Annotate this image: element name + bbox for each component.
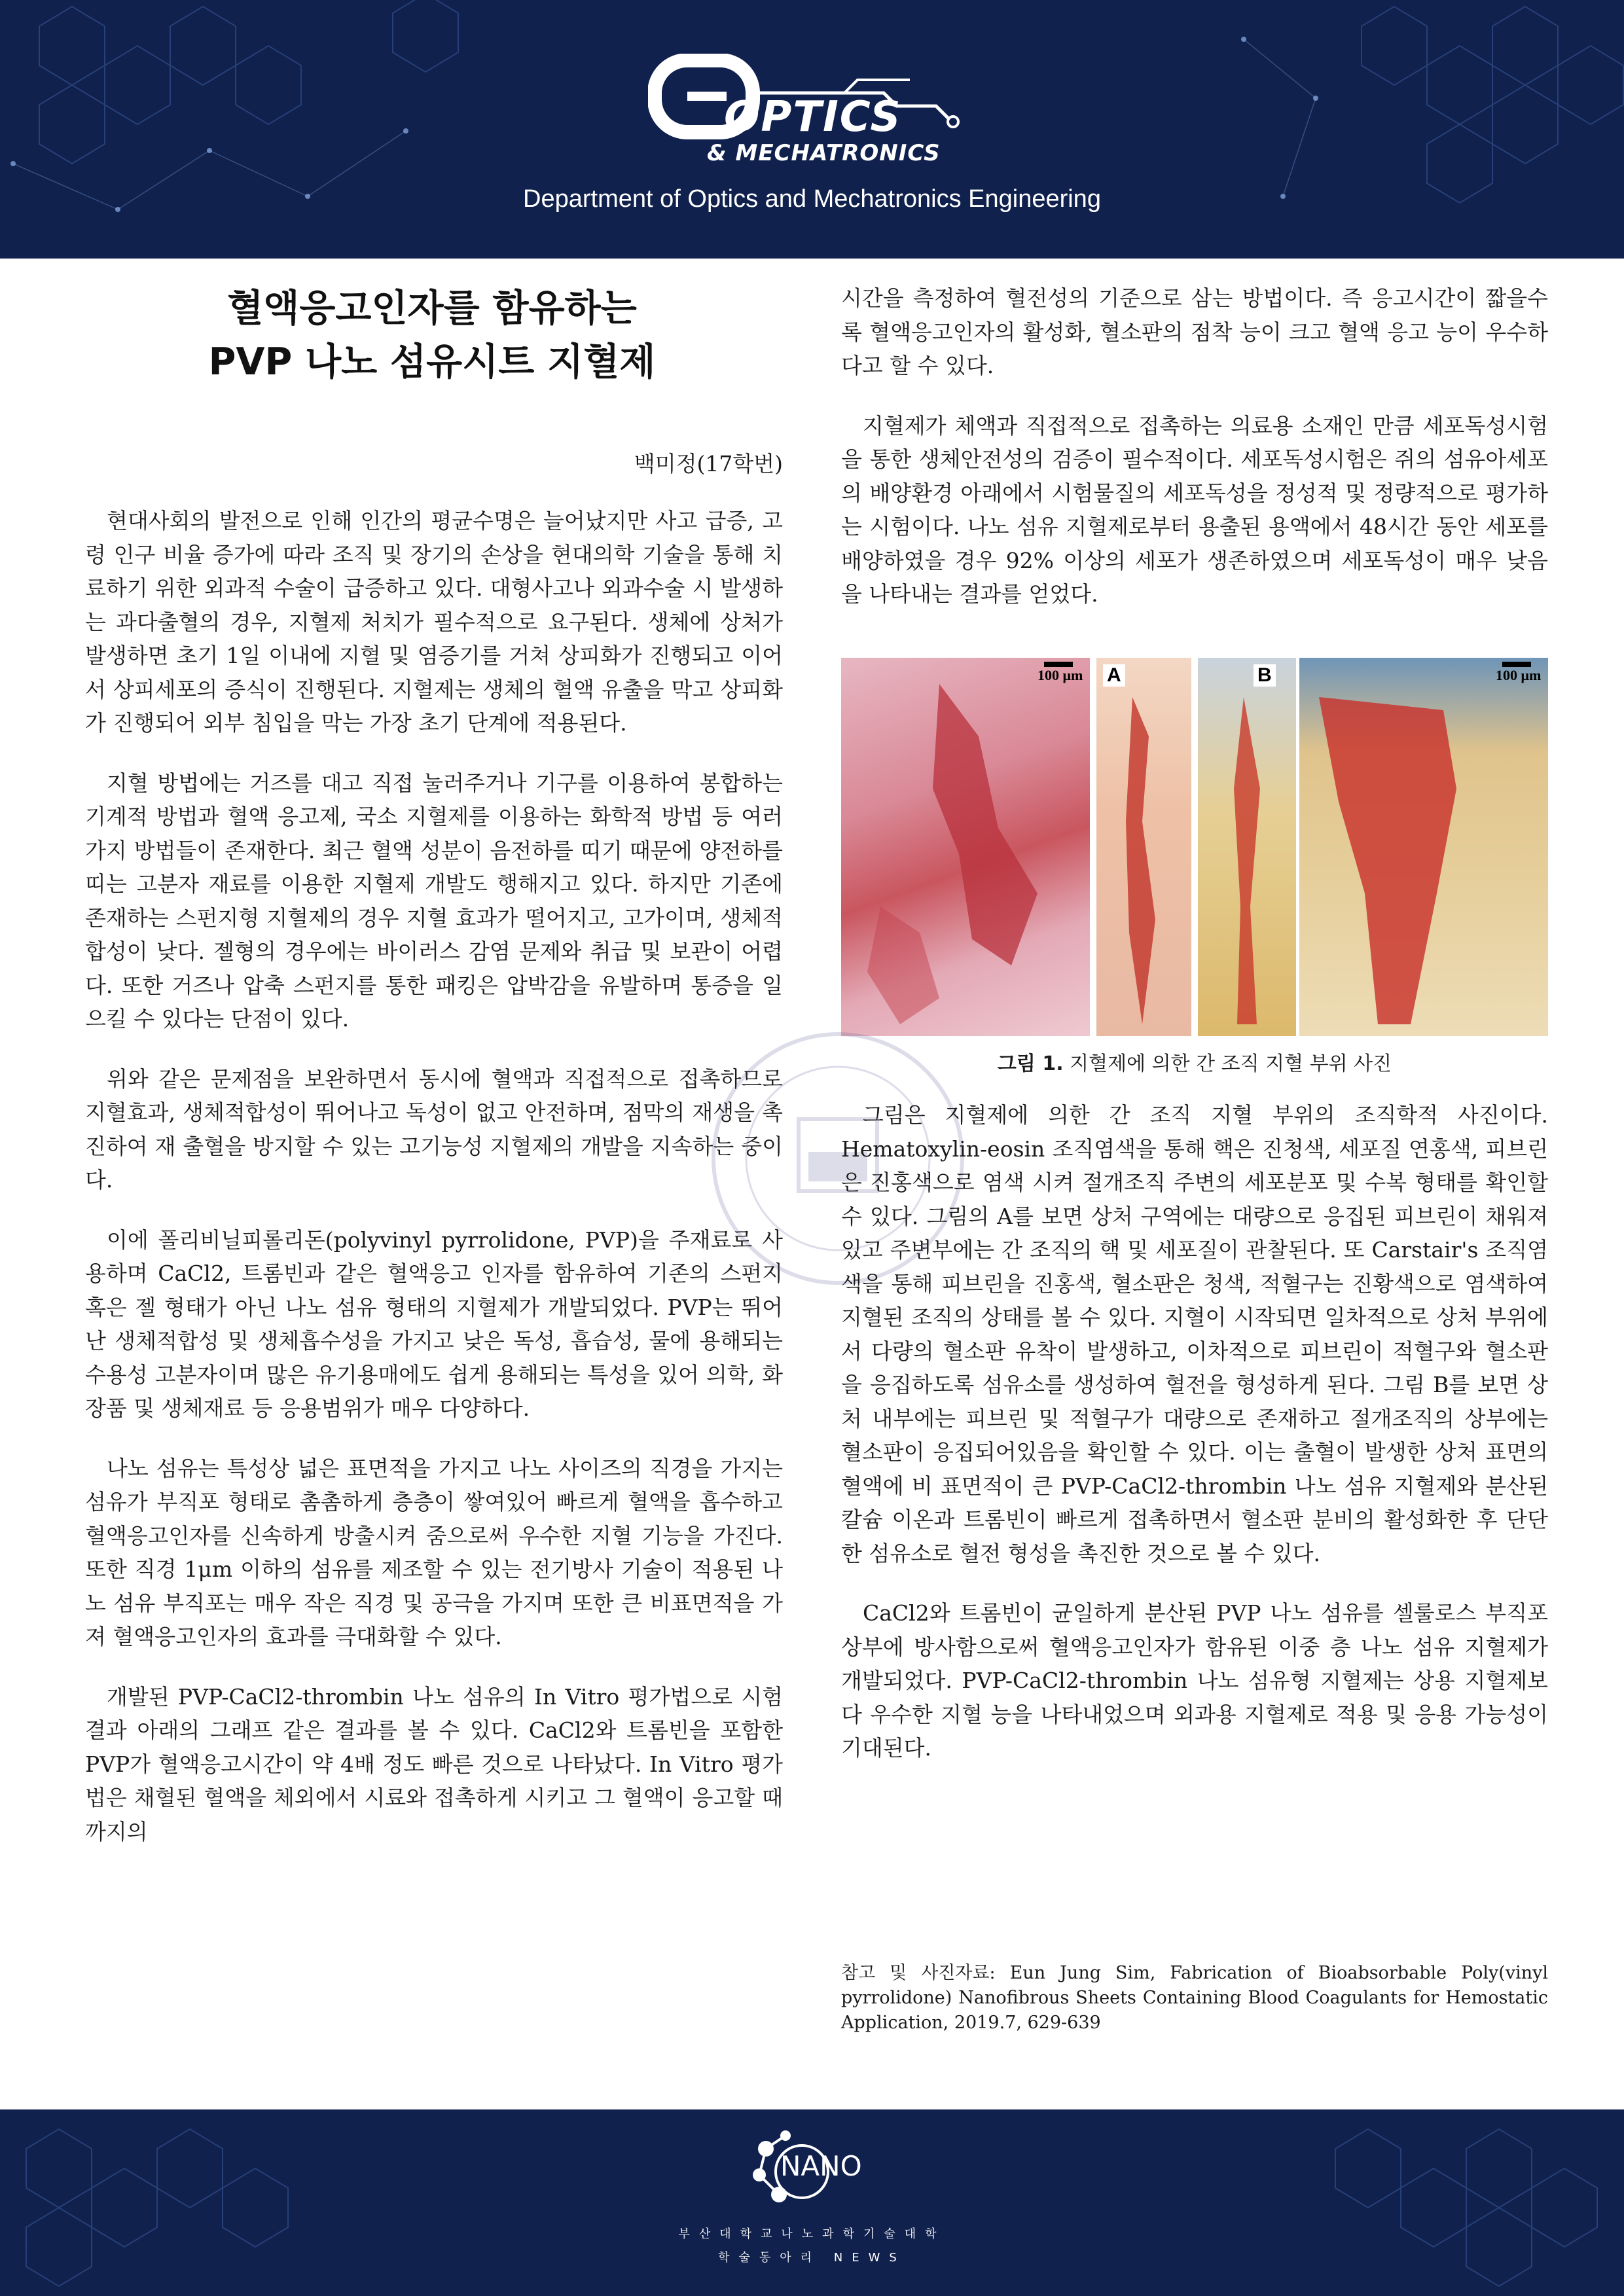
nano-logo-text: NANO (780, 2150, 862, 2182)
scale-label: 100 μm (1038, 667, 1083, 683)
article-title (92, 281, 772, 389)
tissue-texture (1096, 658, 1191, 1036)
micrograph-panel-1 (841, 658, 1090, 1036)
right-column-bottom (841, 1098, 1548, 1791)
footer-club-news: 학술동아리 NEWS (718, 2251, 906, 2265)
department-name: Department of Optics and Mechatronics Engineering (523, 185, 1101, 213)
scale-bar-1 (1038, 662, 1083, 684)
right-column-top (841, 281, 1548, 637)
paragraph: 위와 같은 문제점을 보완하면서 동시에 혈액과 직접적으로 접촉하므로 지혈효과, 생체적합성이 뛰어나고 독성이 없고 안전하며, 점막의 재생을 촉진하여 재 출혈을 방지할 수 있는 고기능성 지혈제의 개발을 지속하는 중이다. (85, 1066, 783, 1193)
caption-prefix: 그림 1. (997, 1052, 1064, 1075)
logo-subtext: & MECHATRONICS (707, 140, 941, 166)
scale-bar-2 (1496, 662, 1541, 684)
title-line-1: 혈액응고인자를 함유하는 (227, 287, 637, 330)
paragraph: CaCl2와 트롬빈이 균일하게 분산된 PVP 나노 섬유를 셀룰로스 부직포 상부에 방사함으로써 혈액응고인자가 함유된 이중 층 나노 섬유 지혈제가 개발되었다. PVP-CaCl2-thrombin 나노 섬유형 지혈제는 상용 지혈제보다 우수한 지혈 능을 나타내었으며 외과용 지혈제로 적용 및 응용 가능성이 기대된다. (841, 1600, 1548, 1761)
micrograph-panel-b (1198, 658, 1296, 1036)
paragraph: 그림은 지혈제에 의한 간 조직 지혈 부위의 조직학적 사진이다. Hematoxylin-eosin 조직염색을 통해 핵은 진청색, 세포질 연홍색, 피브린은 진홍색으로 염색 시켜 절개조직 주변의 세포분포 및 수복 형태를 확인할 수 있다. 그림의 A를 보면 상처 구역에는 대량으로 응집된 피브린이 채워져 있고 주변부에는 간 조직의 핵 및 세포질이 관찰된다. 또 Carstair's 조직염색을 통해 피브린을 진홍색, 혈소판은 청색, 적혈구는 진황색으로 염색하여 지혈된 조직의 상태를 볼 수 있다. 지혈이 시작되면 일차적으로 상처 부위에서 다량의 혈소판 유착이 발생하고, 이차적으로 피브린이 적혈구와 혈소판을 응집하도록 섬유소를 생성하여 혈전을 형성하게 된다. 그림 B를 보면 상처 내부에는 피브린 및 적혈구가 대량으로 존재하고 절개조직의 상부에는 혈소판이 응집되어있음을 확인할 수 있다. 이는 출혈이 발생한 상처 표면의 혈액에 비 표면적이 큰 PVP-CaCl2-thrombin 나노 섬유 지혈제와 분산된 칼슘 이온과 트롬빈이 빠르게 접촉하면서 혈소판 분비의 활성화한 후 단단한 섬유소로 혈전 형성을 촉진한 것으로 볼 수 있다. (841, 1102, 1548, 1566)
logo-text: OPTICS (724, 93, 902, 141)
paragraph: 이에 폴리비닐피롤리돈(polyvinyl pyrrolidone, PVP)을 주재료로 사용하며 CaCl2, 트롬빈과 같은 혈액응고 인자를 함유하여 기존의 스펀지 혹은 젤 형태가 아닌 나노 섬유 형태의 지혈제가 개발되었다. PVP는 뛰어난 생체적합성 및 생체흡수성을 가지고 낮은 독성, 흡습성, 물에 용해되는 수용성 고분자이며 많은 유기용매에도 쉽게 용해되는 특성을 있어 의학, 화장품 및 생체재료 등 응용범위가 매우 다양하다. (85, 1227, 783, 1421)
tissue-texture (1198, 658, 1296, 1036)
page-footer (0, 2109, 1624, 2296)
paragraph: 지혈제가 체액과 직접적으로 접촉하는 의료용 소재인 만큼 세포독성시험을 통한 생체안전성의 검증이 필수적이다. 세포독성시험은 쥐의 섬유아세포의 배양환경 아래에서 시험물질의 세포독성을 정성적 및 정량적으로 평가하는 시험이다. 나노 섬유 지혈제로부터 용출된 용액에서 48시간 동안 세포를 배양하였을 경우 92% 이상의 세포가 생존하였으며 세포독성이 매우 낮음을 나타내는 결과를 얻었다. (841, 412, 1548, 607)
scale-label: 100 μm (1496, 667, 1542, 683)
author-byline: 백미정(17학번) (634, 451, 783, 476)
paragraph: 지혈 방법에는 거즈를 대고 직접 눌러주거나 기구를 이용하여 봉합하는 기계적 방법과 혈액 응고제, 국소 지혈제를 이용하는 화학적 방법 등 여러 가지 방법들이 존재한다. 최근 혈액 성분이 음전하를 띠기 때문에 양전하를 띠는 고분자 재료를 이용한 지혈제 개발도 행해지고 있다. 하지만 기존에 존재하는 스펀지형 지혈제의 경우 지혈 효과가 떨어지고, 고가이며, 생체적합성이 낮다. 젤형의 경우에는 바이러스 감염 문제와 취급 및 보관이 어렵다. 또한 거즈나 압축 스펀지를 통한 패킹은 압박감을 유발하며 통증을 일으킬 수 있다는 단점이 있다. (85, 770, 783, 1031)
paragraph: 나노 섬유는 특성상 넓은 표면적을 가지고 나노 사이즈의 직경을 가지는 섬유가 부직포 형태로 촘촘하게 층층이 쌓여있어 빠르게 혈액을 흡수하고 혈액응고인자를 신속하게 방출시켜 줌으로써 우수한 지혈 기능을 가진다. 또한 직경 1μm 이하의 섬유를 제조할 수 있는 전기방사 기술이 적용된 나노 섬유 부직포는 매우 작은 직경 및 공극을 가지며 또한 큰 비표면적을 가져 혈액응고인자의 효과를 극대화할 수 있다. (85, 1455, 783, 1649)
paragraph: 현대사회의 발전으로 인해 인간의 평균수명은 늘어났지만 사고 급증, 고령 인구 비율 증가에 따라 조직 및 장기의 손상을 현대의학 기술을 통해 치료하기 위한 외과적 수술이 급증하고 있다. 대형사고나 외과수술 시 발생하는 과다출혈의 경우, 지혈제 처치가 필수적으로 요구된다. 생체에 상처가 발생하면 초기 1일 이내에 지혈 및 염증기를 거쳐 상피화가 진행되고 이어서 상피세포의 증식이 진행된다. 지혈제는 생체의 혈액 유출을 막고 상피화가 진행되어 외부 침입을 막는 가장 초기 단계에 적용된다. (85, 508, 783, 736)
paragraph: 개발된 PVP-CaCl2-thrombin 나노 섬유의 In Vitro 평가법으로 시험 결과 아래의 그래프 같은 결과를 볼 수 있다. CaCl2와 트롬빈을 포함한 PVP가 혈액응고시간이 약 4배 정도 빠른 것으로 나타났다. In Vitro 평가법은 채혈된 혈액을 체외에서 시료와 접촉하게 시키고 그 혈액이 응고할 때까지의 (85, 1683, 783, 1844)
panel-label-b: B (1254, 664, 1276, 687)
panel-label-a: A (1103, 664, 1125, 687)
references: 참고 및 사진자료: Eun Jung Sim, Fabrication of Bioabsorbable Poly(vinyl pyrrolidone) Nanofibrous Sheets Containing Blood Coagulants for Hemostatic Application, 2019.7, 629-639 (841, 1963, 1548, 2033)
footer-school-name: 부산대학교나노과학기술대학 (678, 2227, 946, 2241)
page-header (0, 0, 1624, 259)
caption-text: 지혈제에 의한 간 조직 지혈 부위 사진 (1063, 1052, 1392, 1075)
paragraph: 시간을 측정하여 혈전성의 기준으로 삼는 방법이다. 즉 응고시간이 짧을수록 혈액응고인자의 활성화, 혈소판의 점착 능이 크고 혈액 응고 능이 우수하다고 할 수 있다. (841, 285, 1548, 378)
tissue-texture (1299, 658, 1548, 1036)
tissue-texture (841, 658, 1090, 1036)
micrograph-panel-4 (1299, 658, 1548, 1036)
title-line-2: PVP 나노 섬유시트 지혈제 (208, 340, 656, 384)
figure-liver-tissue (841, 658, 1548, 1036)
micrograph-panel-a (1096, 658, 1191, 1036)
